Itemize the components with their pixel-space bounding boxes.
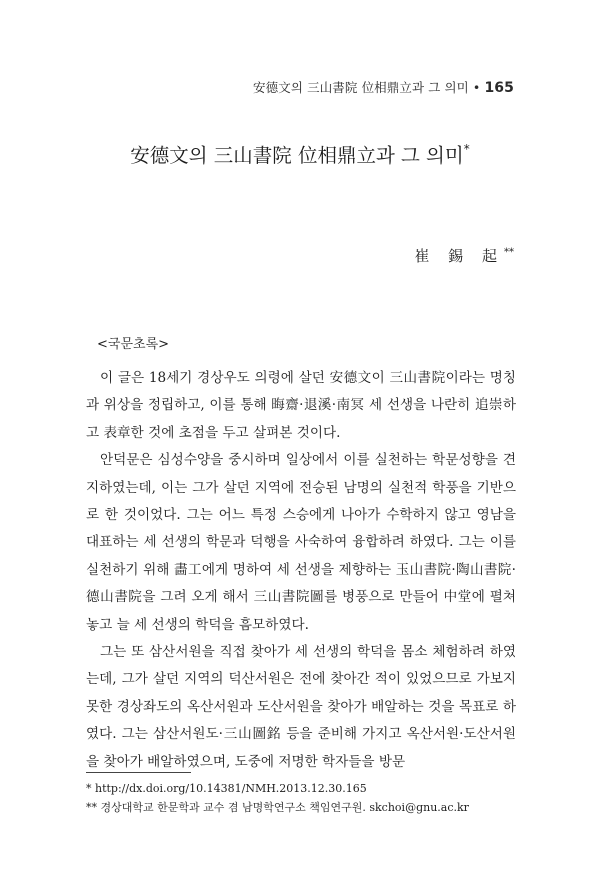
bullet-separator: • [472,80,481,95]
footnote-author-affiliation: ** 경상대학교 한문학과 교수 겸 남명학연구소 책임연구원. skchoi@gnu.ac.kr [86,801,469,814]
footnotes [86,779,526,817]
footnote-doi: * http://dx.doi.org/10.14381/NMH.2013.12.30.165 [86,782,367,795]
running-header [253,78,514,96]
page-number: 165 [484,80,514,96]
abstract-paragraph: 이 글은 18세기 경상우도 의령에 살던 安德文이 三山書院이라는 명칭과 위상을 정립하고, 이를 통해 晦齋·退溪·南冥 세 선생을 나란히 追崇하고 表章한 것에 초점을 두고 살펴본 것이다. [86,370,516,441]
running-header-title: 安德文의 三山書院 位相鼎立과 그 의미 [253,80,469,95]
author-byline [414,245,514,266]
abstract-body [86,365,516,776]
abstract-paragraph: 안덕문은 심성수양을 중시하며 일상에서 이를 실천하는 학문성향을 견지하였는데, 이는 그가 살던 지역에 전승된 남명의 실천적 학풍을 기반으로 한 것이었다. 그는 어느 특정 스승에게 나아가 수학하지 않고 영남을 대표하는 세 선생의 학문과 덕행을 사숙하여 융합하려 하였다. 그는 이를 실천하기 위해 畵工에게 명하여 세 선생을 제향하는 玉山書院·陶山書院·德山書院을 그려 오게 해서 三山書院圖를 병풍으로 만들어 中堂에 펼쳐놓고 늘 세 선생의 학덕을 흠모하였다. [86,452,516,633]
abstract-heading: <국문초록> [97,337,170,352]
article-title-text: 安德文의 三山書院 位相鼎立과 그 의미 [130,144,464,167]
author-footnote-marker: ** [504,247,514,258]
title-footnote-marker: * [463,141,470,156]
article-title [0,140,600,168]
abstract-paragraph: 그는 또 삼산서원을 직접 찾아가 세 선생의 학덕을 몸소 체험하려 하였는데, 그가 살던 지역의 덕산서원은 전에 찾아간 적이 있었으므로 가보지 못한 경상좌도의 옥산서원과 도산서원을 찾아가 배알하는 것을 목표로 하였다. 그는 삼산서원도·三山圖銘 등을 준비해 가지고 옥산서원·도산서원을 찾아가 배알하였으며, 도중에 저명한 학자들을 방문 [86,644,516,770]
footnote-divider [86,772,191,773]
author-name: 崔 錫 起 [414,247,504,265]
